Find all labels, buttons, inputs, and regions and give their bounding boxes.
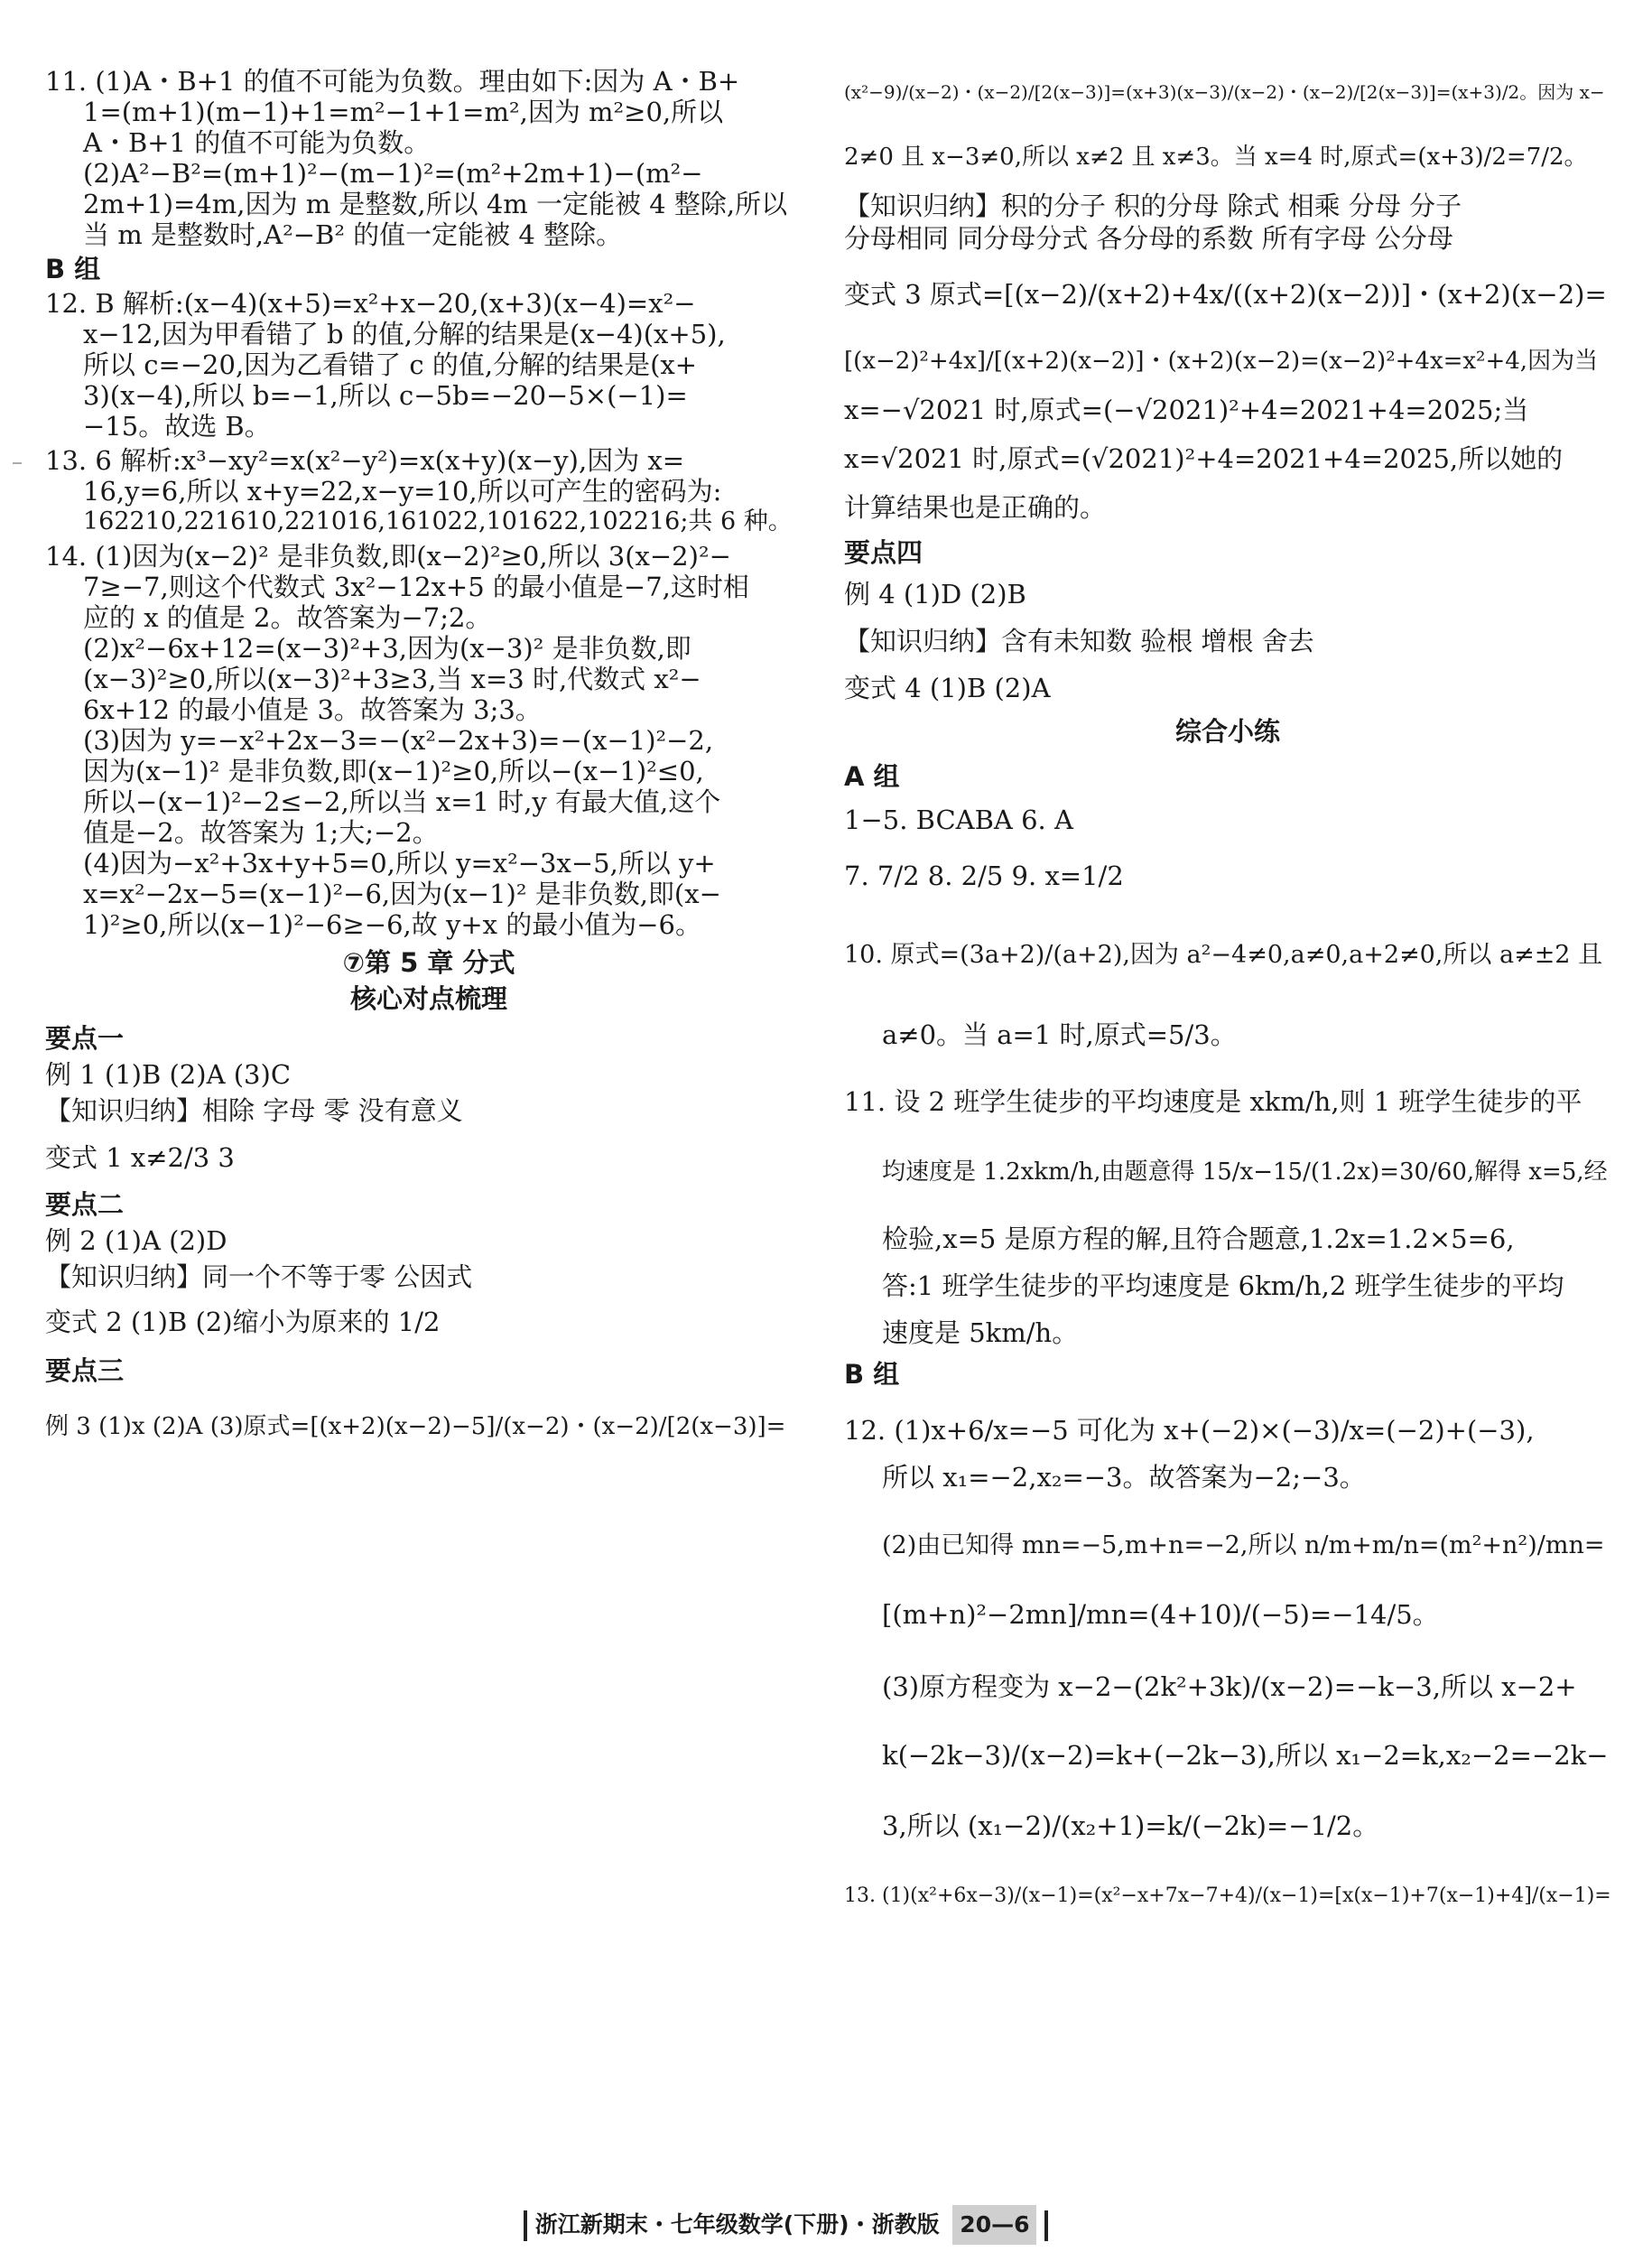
text-line: A・B+1 的值不可能为负数。	[83, 127, 431, 158]
chapter-title: ⑦第 5 章 分式	[342, 947, 515, 978]
text-line: 1)²≥0,所以(x−1)²−6≥−6,故 y+x 的最小值为−6。	[83, 909, 701, 940]
page-footer	[524, 2205, 1048, 2245]
footer-title: 浙江新期末・七年级数学(下册)・浙教版	[534, 2211, 940, 2238]
text-line: (x²−9)/(x−2)・(x−2)/[2(x−3)]=(x+3)(x−3)/(x−2)・(x−2)/[2(x−3)]=(x+3)/2。因为 x−	[844, 81, 1605, 103]
text-line: (2)x²−6x+12=(x−3)²+3,因为(x−3)² 是非负数,即	[83, 633, 691, 664]
text-line: 答:1 班学生徒步的平均速度是 6km/h,2 班学生徒步的平均	[882, 1270, 1564, 1301]
text-line: 14. (1)因为(x−2)² 是非负数,即(x−2)²≥0,所以 3(x−2)²−	[45, 541, 731, 572]
text-line: 当 m 是整数时,A²−B² 的值一定能被 4 整除。	[83, 219, 623, 250]
text-line: 12. (1)x+6/x=−5 可化为 x+(−2)×(−3)/x=(−2)+(−3),	[844, 1415, 1535, 1446]
text-line: 例 4 (1)D (2)B	[844, 579, 1026, 609]
text-line: (4)因为−x²+3x+y+5=0,所以 y=x²−3x−5,所以 y+	[83, 848, 716, 879]
group-heading: A 组	[844, 761, 900, 792]
text-line: 所以 c=−20,因为乙看错了 c 的值,分解的结果是(x+	[83, 349, 698, 380]
point-heading: 要点一	[45, 1023, 125, 1054]
text-line: 7≥−7,则这个代数式 3x²−12x+5 的最小值是−7,这时相	[83, 572, 749, 602]
margin-mark	[13, 462, 22, 464]
text-line: (2)由已知得 mn=−5,m+n=−2,所以 n/m+m/n=(m²+n²)/mn=	[882, 1531, 1605, 1559]
text-line: 1=(m+1)(m−1)+1=m²−1+1=m²,因为 m²≥0,所以	[83, 97, 724, 127]
footer-bar	[524, 2210, 527, 2241]
text-line: 所以−(x−1)²−2≤−2,所以当 x=1 时,y 有最大值,这个	[83, 786, 721, 817]
text-line: (3)因为 y=−x²+2x−3=−(x²−2x+3)=−(x−1)²−2,	[83, 725, 714, 756]
text-line: 例 2 (1)A (2)D	[45, 1225, 227, 1256]
text-line: 3,所以 (x₁−2)/(x₂+1)=k/(−2k)=−1/2。	[882, 1810, 1379, 1841]
text-line: (2)A²−B²=(m+1)²−(m−1)²=(m²+2m+1)−(m²−	[83, 158, 703, 189]
text-line: x−12,因为甲看错了 b 的值,分解的结果是(x−4)(x+5),	[83, 319, 726, 349]
text-line: 【知识归纳】积的分子 积的分母 除式 相乘 分母 分子	[844, 191, 1462, 221]
text-line: 162210,221610,221016,161022,101622,102216;共 6 种。	[83, 507, 793, 535]
text-line: (3)原方程变为 x−2−(2k²+3k)/(x−2)=−k−3,所以 x−2+	[882, 1671, 1577, 1702]
text-line: 应的 x 的值是 2。故答案为−7;2。	[83, 602, 492, 633]
text-line: 速度是 5km/h。	[882, 1317, 1079, 1348]
text-line: 13. (1)(x²+6x−3)/(x−1)=(x²−x+7x−7+4)/(x−1)=[x(x−1)+7(x−1)+4]/(x−1)=	[844, 1884, 1611, 1907]
text-line: x=√2021 时,原式=(√2021)²+4=2021+4=2025,所以她的	[844, 443, 1564, 474]
text-line: 12. B 解析:(x−4)(x+5)=x²+x−20,(x+3)(x−4)=x²−	[45, 288, 696, 319]
text-line: 【知识归纳】相除 字母 零 没有意义	[45, 1095, 463, 1126]
point-heading: 要点三	[45, 1355, 125, 1386]
text-line: 13. 6 解析:x³−xy²=x(x²−y²)=x(x+y)(x−y),因为 x=	[45, 445, 685, 476]
text-line: a≠0。当 a=1 时,原式=5/3。	[882, 1019, 1237, 1050]
text-line: 检验,x=5 是原方程的解,且符合题意,1.2x=1.2×5=6,	[882, 1224, 1515, 1254]
text-line: 【知识归纳】同一个不等于零 公因式	[45, 1261, 473, 1292]
text-line: 3)(x−4),所以 b=−1,所以 c−5b=−20−5×(−1)=	[83, 380, 688, 411]
text-line: x=−√2021 时,原式=(−√2021)²+4=2021+4=2025;当	[844, 395, 1529, 425]
text-line: 1−5. BCABA 6. A	[844, 805, 1073, 835]
point-heading: 要点二	[45, 1189, 125, 1220]
text-line: (x−3)²≥0,所以(x−3)²+3≥3,当 x=3 时,代数式 x²−	[83, 664, 701, 694]
text-line: x=x²−2x−5=(x−1)²−6,因为(x−1)² 是非负数,即(x−	[83, 879, 721, 909]
text-line: 值是−2。故答案为 1;大;−2。	[83, 817, 439, 848]
text-line: 因为(x−1)² 是非负数,即(x−1)²≥0,所以−(x−1)²≤0,	[83, 756, 704, 786]
text-line: 6x+12 的最小值是 3。故答案为 3;3。	[83, 694, 542, 725]
section-title: 综合小练	[1174, 716, 1280, 747]
text-line: 10. 原式=(3a+2)/(a+2),因为 a²−4≠0,a≠0,a+2≠0,所以 a≠±2 且	[844, 941, 1603, 969]
text-line: 分母相同 同分母分式 各分母的系数 所有字母 公分母	[844, 223, 1453, 254]
footer-bar	[1044, 2210, 1048, 2241]
point-heading: 要点四	[844, 537, 923, 568]
group-heading: B 组	[45, 254, 101, 284]
text-line: 变式 4 (1)B (2)A	[844, 673, 1051, 703]
text-line: [(m+n)²−2mn]/mn=(4+10)/(−5)=−14/5。	[882, 1599, 1439, 1630]
text-line: k(−2k−3)/(x−2)=k+(−2k−3),所以 x₁−2=k,x₂−2=−2k−	[882, 1740, 1609, 1771]
text-line: 例 1 (1)B (2)A (3)C	[45, 1059, 292, 1090]
text-line: 所以 x₁=−2,x₂=−3。故答案为−2;−3。	[882, 1462, 1366, 1493]
text-line: 2≠0 且 x−3≠0,所以 x≠2 且 x≠3。当 x=4 时,原式=(x+3)/2=7/2。	[844, 144, 1588, 171]
text-line: 计算结果也是正确的。	[844, 492, 1107, 523]
text-line: 变式 2 (1)B (2)缩小为原来的 1/2	[45, 1307, 441, 1337]
text-line: 【知识归纳】含有未知数 验根 增根 舍去	[844, 626, 1314, 656]
text-line: 2m+1)=4m,因为 m 是整数,所以 4m 一定能被 4 整除,所以	[83, 189, 788, 219]
text-line: −15。故选 B。	[83, 411, 271, 442]
group-heading: B 组	[844, 1359, 900, 1390]
text-line: 16,y=6,所以 x+y=22,x−y=10,所以可产生的密码为:	[83, 476, 722, 507]
text-line: 例 3 (1)x (2)A (3)原式=[(x+2)(x−2)−5]/(x−2)・(x−2)/[2(x−3)]=	[45, 1413, 786, 1440]
page-number: 20—6	[952, 2205, 1036, 2245]
text-line: 变式 3 原式=[(x−2)/(x+2)+4x/((x+2)(x−2))]・(x+2)(x−2)=	[844, 279, 1607, 310]
text-line: 11. 设 2 班学生徒步的平均速度是 xkm/h,则 1 班学生徒步的平	[844, 1086, 1582, 1117]
text-line: 变式 1 x≠2/3 3	[45, 1142, 235, 1173]
section-title: 核心对点梳理	[349, 983, 507, 1014]
text-line: [(x−2)²+4x]/[(x+2)(x−2)]・(x+2)(x−2)=(x−2)²+4x=x²+4,因为当	[844, 348, 1599, 375]
text-line: 均速度是 1.2xkm/h,由题意得 15/x−15/(1.2x)=30/60,解得 x=5,经	[882, 1158, 1608, 1186]
text-line: 11. (1)A・B+1 的值不可能为负数。理由如下:因为 A・B+	[45, 66, 740, 97]
text-line: 7. 7/2 8. 2/5 9. x=1/2	[844, 861, 1124, 891]
